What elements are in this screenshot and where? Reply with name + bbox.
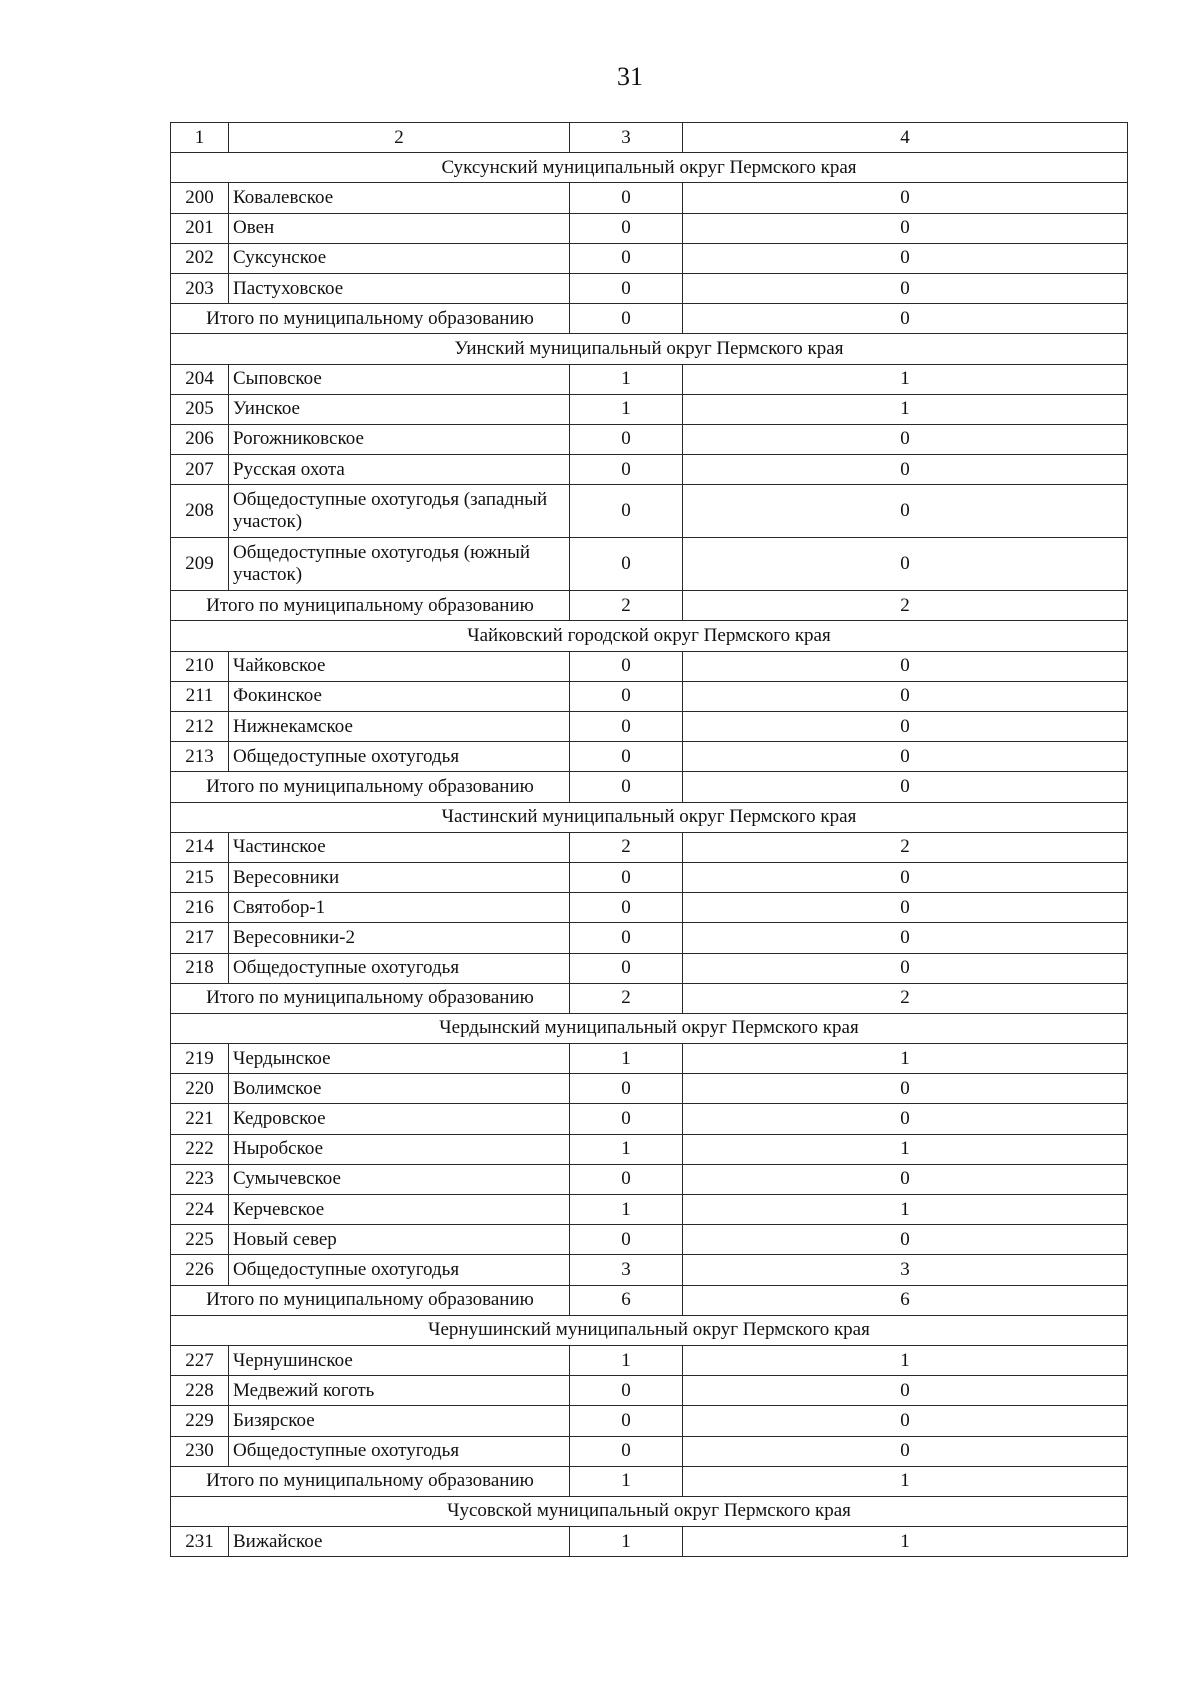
total-col4-value: 1	[683, 1466, 1128, 1496]
total-col3-value: 1	[570, 1466, 683, 1496]
total-row	[171, 1466, 1128, 1496]
row-name: Сумычевское	[229, 1164, 570, 1194]
row-col3-value: 0	[570, 273, 683, 303]
row-number: 229	[171, 1406, 229, 1436]
table-row	[171, 1195, 1128, 1225]
row-name: Фокинское	[229, 681, 570, 711]
row-col4-value: 0	[683, 1225, 1128, 1255]
table-row	[171, 651, 1128, 681]
row-col3-value: 0	[570, 424, 683, 454]
row-number: 204	[171, 364, 229, 394]
table-row	[171, 455, 1128, 485]
table-row	[171, 364, 1128, 394]
section-title: Частинский муниципальный округ Пермского края	[171, 802, 1128, 832]
total-label: Итого по муниципальному образованию	[171, 591, 570, 621]
total-label: Итого по муниципальному образованию	[171, 772, 570, 802]
row-col4-value: 0	[683, 1376, 1128, 1406]
row-col3-value: 1	[570, 1044, 683, 1074]
total-row	[171, 1285, 1128, 1315]
row-col3-value: 1	[570, 364, 683, 394]
row-name: Пастуховское	[229, 273, 570, 303]
row-number: 213	[171, 742, 229, 772]
row-col4-value: 0	[683, 1406, 1128, 1436]
row-col3-value: 0	[570, 1225, 683, 1255]
row-col4-value: 0	[683, 273, 1128, 303]
total-col4-value: 2	[683, 983, 1128, 1013]
total-row	[171, 772, 1128, 802]
row-col4-value: 0	[683, 243, 1128, 273]
section-header-row	[171, 334, 1128, 364]
row-col4-value: 0	[683, 485, 1128, 538]
row-col3-value: 0	[570, 953, 683, 983]
row-number: 202	[171, 243, 229, 273]
row-name: Керчевское	[229, 1195, 570, 1225]
table-row	[171, 424, 1128, 454]
table-row	[171, 1225, 1128, 1255]
hunting-grounds-table	[170, 122, 1128, 1557]
row-name: Ковалевское	[229, 183, 570, 213]
section-title: Суксунский муниципальный округ Пермского края	[171, 153, 1128, 183]
row-number: 206	[171, 424, 229, 454]
row-name: Общедоступные охотугодья	[229, 742, 570, 772]
row-col4-value: 0	[683, 923, 1128, 953]
row-col3-value: 0	[570, 213, 683, 243]
row-name: Чайковское	[229, 651, 570, 681]
table-row	[171, 1044, 1128, 1074]
row-col4-value: 0	[683, 893, 1128, 923]
row-name: Общедоступные охотугодья	[229, 1255, 570, 1285]
row-col4-value: 0	[683, 1104, 1128, 1134]
row-col4-value: 1	[683, 1345, 1128, 1375]
table-row	[171, 953, 1128, 983]
row-name: Чердынское	[229, 1044, 570, 1074]
table-row	[171, 1255, 1128, 1285]
section-title: Чернушинский муниципальный округ Пермского края	[171, 1315, 1128, 1345]
total-label: Итого по муниципальному образованию	[171, 1285, 570, 1315]
section-header-row	[171, 1013, 1128, 1043]
row-name: Медвежий коготь	[229, 1376, 570, 1406]
row-col4-value: 0	[683, 681, 1128, 711]
row-col3-value: 0	[570, 712, 683, 742]
total-label: Итого по муниципальному образованию	[171, 304, 570, 334]
row-col4-value: 0	[683, 651, 1128, 681]
row-name: Русская охота	[229, 455, 570, 485]
row-name: Сыповское	[229, 364, 570, 394]
total-col4-value: 0	[683, 772, 1128, 802]
total-row	[171, 304, 1128, 334]
row-col4-value: 1	[683, 1044, 1128, 1074]
row-col4-value: 0	[683, 424, 1128, 454]
row-number: 228	[171, 1376, 229, 1406]
total-col3-value: 2	[570, 983, 683, 1013]
row-number: 230	[171, 1436, 229, 1466]
table-row	[171, 893, 1128, 923]
row-col3-value: 1	[570, 1134, 683, 1164]
table-row	[171, 485, 1128, 538]
section-header-row	[171, 153, 1128, 183]
row-col3-value: 1	[570, 1195, 683, 1225]
total-label: Итого по муниципальному образованию	[171, 983, 570, 1013]
row-name: Овен	[229, 213, 570, 243]
row-number: 223	[171, 1164, 229, 1194]
table-row	[171, 394, 1128, 424]
row-col4-value: 0	[683, 1164, 1128, 1194]
row-col3-value: 3	[570, 1255, 683, 1285]
row-number: 214	[171, 832, 229, 862]
row-name: Рогожниковское	[229, 424, 570, 454]
table-row	[171, 273, 1128, 303]
row-col3-value: 0	[570, 1436, 683, 1466]
row-name: Уинское	[229, 394, 570, 424]
section-header-row	[171, 802, 1128, 832]
row-col3-value: 0	[570, 923, 683, 953]
row-col3-value: 0	[570, 1406, 683, 1436]
row-name: Святобор-1	[229, 893, 570, 923]
table-row	[171, 1376, 1128, 1406]
section-header-row	[171, 621, 1128, 651]
table-row	[171, 243, 1128, 273]
row-col4-value: 1	[683, 364, 1128, 394]
row-name: Вижайское	[229, 1527, 570, 1557]
row-number: 203	[171, 273, 229, 303]
table-row	[171, 862, 1128, 892]
total-label: Итого по муниципальному образованию	[171, 1466, 570, 1496]
section-title: Чердынский муниципальный округ Пермского края	[171, 1013, 1128, 1043]
row-number: 217	[171, 923, 229, 953]
row-col3-value: 0	[570, 893, 683, 923]
row-number: 201	[171, 213, 229, 243]
total-col4-value: 2	[683, 591, 1128, 621]
row-number: 222	[171, 1134, 229, 1164]
row-col4-value: 1	[683, 1134, 1128, 1164]
row-name: Новый север	[229, 1225, 570, 1255]
row-number: 209	[171, 538, 229, 591]
row-col3-value: 0	[570, 455, 683, 485]
section-header-row	[171, 1315, 1128, 1345]
row-number: 231	[171, 1527, 229, 1557]
total-col3-value: 0	[570, 772, 683, 802]
row-number: 205	[171, 394, 229, 424]
row-col3-value: 0	[570, 1074, 683, 1104]
row-number: 218	[171, 953, 229, 983]
row-number: 200	[171, 183, 229, 213]
table-row	[171, 1527, 1128, 1557]
header-cell-3: 3	[570, 123, 683, 153]
row-col4-value: 0	[683, 862, 1128, 892]
table-row	[171, 1074, 1128, 1104]
row-number: 210	[171, 651, 229, 681]
table-body	[171, 123, 1128, 1557]
table-row	[171, 1345, 1128, 1375]
page-number: 31	[617, 62, 643, 91]
row-col4-value: 0	[683, 538, 1128, 591]
row-col4-value: 0	[683, 455, 1128, 485]
row-name: Общедоступные охотугодья (южный участок)	[229, 538, 570, 591]
row-col3-value: 2	[570, 832, 683, 862]
table-row	[171, 1104, 1128, 1134]
section-title: Чусовской муниципальный округ Пермского края	[171, 1496, 1128, 1526]
row-col3-value: 0	[570, 485, 683, 538]
table-row	[171, 712, 1128, 742]
total-col3-value: 2	[570, 591, 683, 621]
header-row	[171, 123, 1128, 153]
row-col3-value: 0	[570, 681, 683, 711]
table-row	[171, 742, 1128, 772]
row-col3-value: 0	[570, 243, 683, 273]
row-name: Нижнекамское	[229, 712, 570, 742]
row-name: Кедровское	[229, 1104, 570, 1134]
row-number: 226	[171, 1255, 229, 1285]
table-row	[171, 538, 1128, 591]
row-name: Волимское	[229, 1074, 570, 1104]
total-col4-value: 6	[683, 1285, 1128, 1315]
row-col4-value: 0	[683, 213, 1128, 243]
table-row	[171, 832, 1128, 862]
row-number: 207	[171, 455, 229, 485]
table-row	[171, 1164, 1128, 1194]
row-col3-value: 1	[570, 1527, 683, 1557]
row-col4-value: 0	[683, 712, 1128, 742]
row-col4-value: 2	[683, 832, 1128, 862]
total-row	[171, 591, 1128, 621]
row-col3-value: 0	[570, 862, 683, 892]
row-col4-value: 0	[683, 1074, 1128, 1104]
row-col4-value: 0	[683, 1436, 1128, 1466]
section-title: Уинский муниципальный округ Пермского края	[171, 334, 1128, 364]
row-col3-value: 0	[570, 538, 683, 591]
table-row	[171, 1134, 1128, 1164]
total-row	[171, 983, 1128, 1013]
row-col3-value: 0	[570, 1104, 683, 1134]
row-col4-value: 1	[683, 1195, 1128, 1225]
row-number: 224	[171, 1195, 229, 1225]
total-col4-value: 0	[683, 304, 1128, 334]
row-col3-value: 0	[570, 742, 683, 772]
row-col4-value: 1	[683, 1527, 1128, 1557]
row-col3-value: 1	[570, 394, 683, 424]
table-row	[171, 1406, 1128, 1436]
total-col3-value: 6	[570, 1285, 683, 1315]
row-name: Частинское	[229, 832, 570, 862]
table-row	[171, 1436, 1128, 1466]
row-name: Ныробское	[229, 1134, 570, 1164]
row-col4-value: 0	[683, 742, 1128, 772]
header-cell-4: 4	[683, 123, 1128, 153]
row-number: 216	[171, 893, 229, 923]
table-row	[171, 183, 1128, 213]
row-name: Суксунское	[229, 243, 570, 273]
row-col3-value: 0	[570, 1376, 683, 1406]
row-col3-value: 0	[570, 183, 683, 213]
table-row	[171, 923, 1128, 953]
row-number: 225	[171, 1225, 229, 1255]
row-number: 227	[171, 1345, 229, 1375]
row-number: 208	[171, 485, 229, 538]
row-name: Общедоступные охотугодья	[229, 953, 570, 983]
row-number: 220	[171, 1074, 229, 1104]
row-name: Вересовники	[229, 862, 570, 892]
row-col4-value: 0	[683, 953, 1128, 983]
row-col3-value: 0	[570, 651, 683, 681]
section-header-row	[171, 1496, 1128, 1526]
row-number: 212	[171, 712, 229, 742]
row-name: Бизярское	[229, 1406, 570, 1436]
section-title: Чайковский городской округ Пермского края	[171, 621, 1128, 651]
table-row	[171, 681, 1128, 711]
row-col4-value: 3	[683, 1255, 1128, 1285]
total-col3-value: 0	[570, 304, 683, 334]
header-cell-1: 1	[171, 123, 229, 153]
row-name: Общедоступные охотугодья (западный участок)	[229, 485, 570, 538]
row-name: Общедоступные охотугодья	[229, 1436, 570, 1466]
row-number: 211	[171, 681, 229, 711]
row-col4-value: 0	[683, 183, 1128, 213]
header-cell-2: 2	[229, 123, 570, 153]
row-number: 215	[171, 862, 229, 892]
row-col3-value: 1	[570, 1345, 683, 1375]
row-name: Вересовники-2	[229, 923, 570, 953]
row-number: 221	[171, 1104, 229, 1134]
row-col4-value: 1	[683, 394, 1128, 424]
row-name: Чернушинское	[229, 1345, 570, 1375]
table-row	[171, 213, 1128, 243]
row-col3-value: 0	[570, 1164, 683, 1194]
row-number: 219	[171, 1044, 229, 1074]
